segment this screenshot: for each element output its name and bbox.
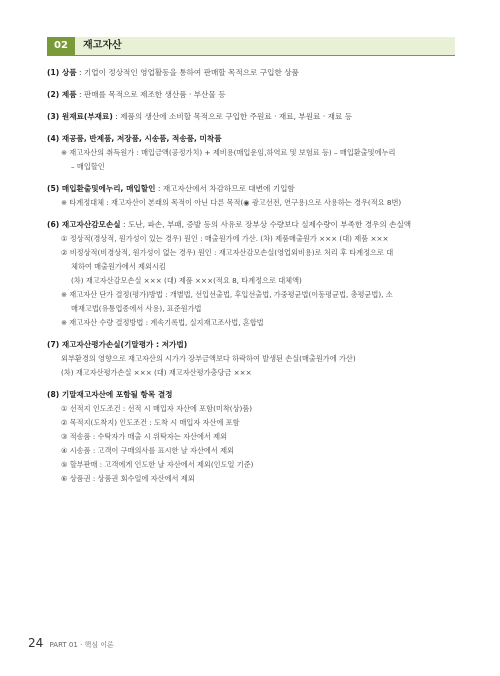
body-line: ※ 재고자산 수량 결정방법 : 계속기록법, 실지재고조사법, 혼합법 [61, 318, 264, 327]
section-7 [47, 338, 457, 380]
section-header [47, 37, 455, 56]
section-heading-desc: : 판매를 목적으로 제조한 생산품 · 부산물 등 [76, 90, 226, 99]
page-number: 24 [28, 636, 44, 650]
section-heading-label: (8) 기말재고자산에 포함될 항목 결정 [47, 390, 173, 399]
section-heading-desc: : 제품의 생산에 소비할 목적으로 구입한 주원료 · 재료, 부원료 · 재료 등 [112, 112, 353, 121]
body-line: ⑥ 상품권 : 상품권 회수일에 자산에서 제외 [61, 474, 195, 483]
section-number: 02 [47, 37, 75, 55]
section-5 [47, 182, 457, 210]
section-heading-label: (2) 제품 [47, 90, 77, 99]
body-line: 외부환경의 영향으로 재고자산의 시가가 장부금액보다 하락하여 발생된 손실(매출원가에 가산) [61, 354, 356, 363]
section-heading [47, 218, 457, 232]
body-line: (차) 재고자산평가손실 ××× (대) 재고자산평가충당금 ××× [61, 368, 252, 377]
body-line: ② 목적지(도착지) 인도조건 : 도착 시 매입자 자산에 포함 [61, 418, 240, 427]
section-heading-label: (5) 매입환출및에누리, 매입할인 [47, 184, 156, 193]
body-line: (차) 재고자산감모손실 ××× (대) 제품 ×××(적요 8, 타계정으로 대체액) [71, 276, 302, 285]
section-3 [47, 110, 457, 124]
body-line: ① 선적지 인도조건 : 선적 시 매입자 자산에 포함(미착(상)품) [61, 404, 253, 413]
section-heading-desc: : 도난, 파손, 부패, 증발 등의 사유로 장부상 수량보다 실제수량이 부족한 경우의 손실액 [120, 220, 412, 229]
body-line: ※ 타계정대체 : 재고자산이 본래의 목적이 아닌 다른 목적(◉ 광고선전, 연구용)으로 사용하는 경우(적요 8번) [61, 198, 402, 207]
page-footer [28, 636, 114, 650]
body-line: ② 비정상적(비경상적, 원가성이 없는 경우) 원인 : 재고자산감모손실(영업외비용)로 처리 후 타계정으로 대 [61, 248, 394, 257]
section-heading-label: (3) 원재료(부재료) [47, 112, 113, 121]
section-heading-label: (4) 재공품, 반제품, 저장품, 시송품, 적송품, 미착품 [47, 134, 222, 143]
section-4 [47, 132, 457, 174]
section-heading [47, 132, 457, 146]
body-line: ⑤ 할부판매 : 고객에게 인도한 날 자산에서 제외(인도일 기준) [61, 460, 254, 469]
body-line: ① 정상적(경상적, 원가성이 있는 경우) 원인 : 매출원가에 가산. (차) 제품매출원가 ××× (대) 제품 ××× [61, 234, 389, 243]
section-heading [47, 182, 457, 196]
section-heading [47, 88, 457, 102]
section-2 [47, 88, 457, 102]
section-heading-label: (6) 재고자산감모손실 [47, 220, 121, 229]
section-heading-label: (1) 상품 [47, 68, 77, 77]
section-heading-label: (7) 재고자산평가손실(기말평가 : 저가법) [47, 340, 188, 349]
body-line: ※ 재고자산의 취득원가 : 매입금액(공정가치) + 제비용(매입운임,하역료 및 보험료 등) – 매입환출및에누리 [61, 148, 396, 157]
section-title: 재고자산 [83, 40, 122, 51]
document-body [47, 66, 457, 494]
section-heading-desc: : 재고자산에서 차감하므로 대변에 기입함 [155, 184, 295, 193]
section-heading [47, 388, 457, 402]
footer-part-label: PART 01 · 핵심 이론 [49, 641, 114, 649]
body-line: 매재고법(유통업종에서 사용), 표준원가법 [71, 304, 202, 313]
section-heading-desc: : 기업이 정상적인 영업활동을 통하여 판매할 목적으로 구입한 상품 [76, 68, 299, 77]
section-1 [47, 66, 457, 80]
body-line: ③ 적송품 : 수탁자가 매출 시 위탁자는 자산에서 제외 [61, 432, 228, 441]
body-line: ※ 재고자산 단가 결정(평가)방법 : 개별법, 선입선출법, 후입선출법, 가중평균법(이동평균법, 총평균법), 소 [61, 290, 393, 299]
body-line: ④ 시송품 : 고객이 구매의사를 표시한 날 자산에서 제외 [61, 446, 234, 455]
section-6 [47, 218, 457, 330]
body-line: – 매입할인 [71, 162, 105, 171]
section-heading [47, 338, 457, 352]
section-heading [47, 110, 457, 124]
body-line: 체하여 매출원가에서 제외시킴 [71, 262, 166, 271]
section-heading [47, 66, 457, 80]
section-8 [47, 388, 457, 486]
